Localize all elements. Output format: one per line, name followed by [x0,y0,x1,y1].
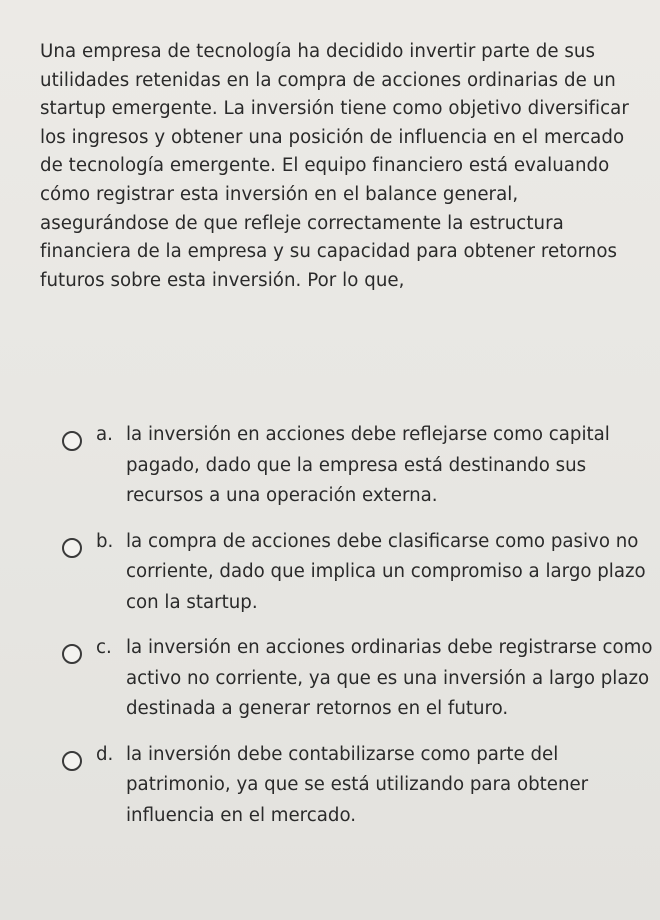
radio-button-a[interactable] [62,431,82,451]
option-b[interactable] [62,527,658,619]
option-text-d: la inversión debe contabilizarse como parte del patrimonio, ya que se está utilizando para obtener influencia en el mercado. [126,743,589,826]
answer-options [62,420,658,846]
radio-button-b[interactable] [62,538,82,558]
radio-button-d[interactable] [62,751,82,771]
radio-button-c[interactable] [62,644,82,664]
option-text-a: la inversión en acciones debe reflejarse como capital pagado, dado que la empresa está destinando sus recursos a una operación externa. [126,424,610,506]
option-c[interactable] [62,633,658,725]
question-text: Una empresa de tecnología ha decidido invertir parte de sus utilidades retenidas en la compra de acciones ordinarias de un startup emergente. La inversión tiene como objetivo diversificar los ingresos y obtener una posición de influencia en el mercado de tecnología emergente. El equipo financiero está evaluando cómo registrar esta inversión en el balance general, asegurándose de que refleje correctamente la estructura financiera de la empresa y su capacidad para obtener retornos futuros sobre esta inversión. Por lo que, [40,41,629,291]
option-text-b: la compra de acciones debe clasificarse como pasivo no corriente, dado que implica un compromiso a largo plazo con la startup. [126,530,646,613]
option-letter-c: c. [96,637,112,658]
option-letter-d: d. [96,743,114,765]
option-letter-a: a. [96,424,113,445]
option-a[interactable] [62,420,658,512]
option-text-c: la inversión en acciones ordinarias debe registrarse como activo no corriente, ya que es una inversión a largo plazo destinada a generar retornos en el futuro. [126,637,653,719]
option-d[interactable] [62,740,658,832]
option-letter-b: b. [96,530,114,552]
